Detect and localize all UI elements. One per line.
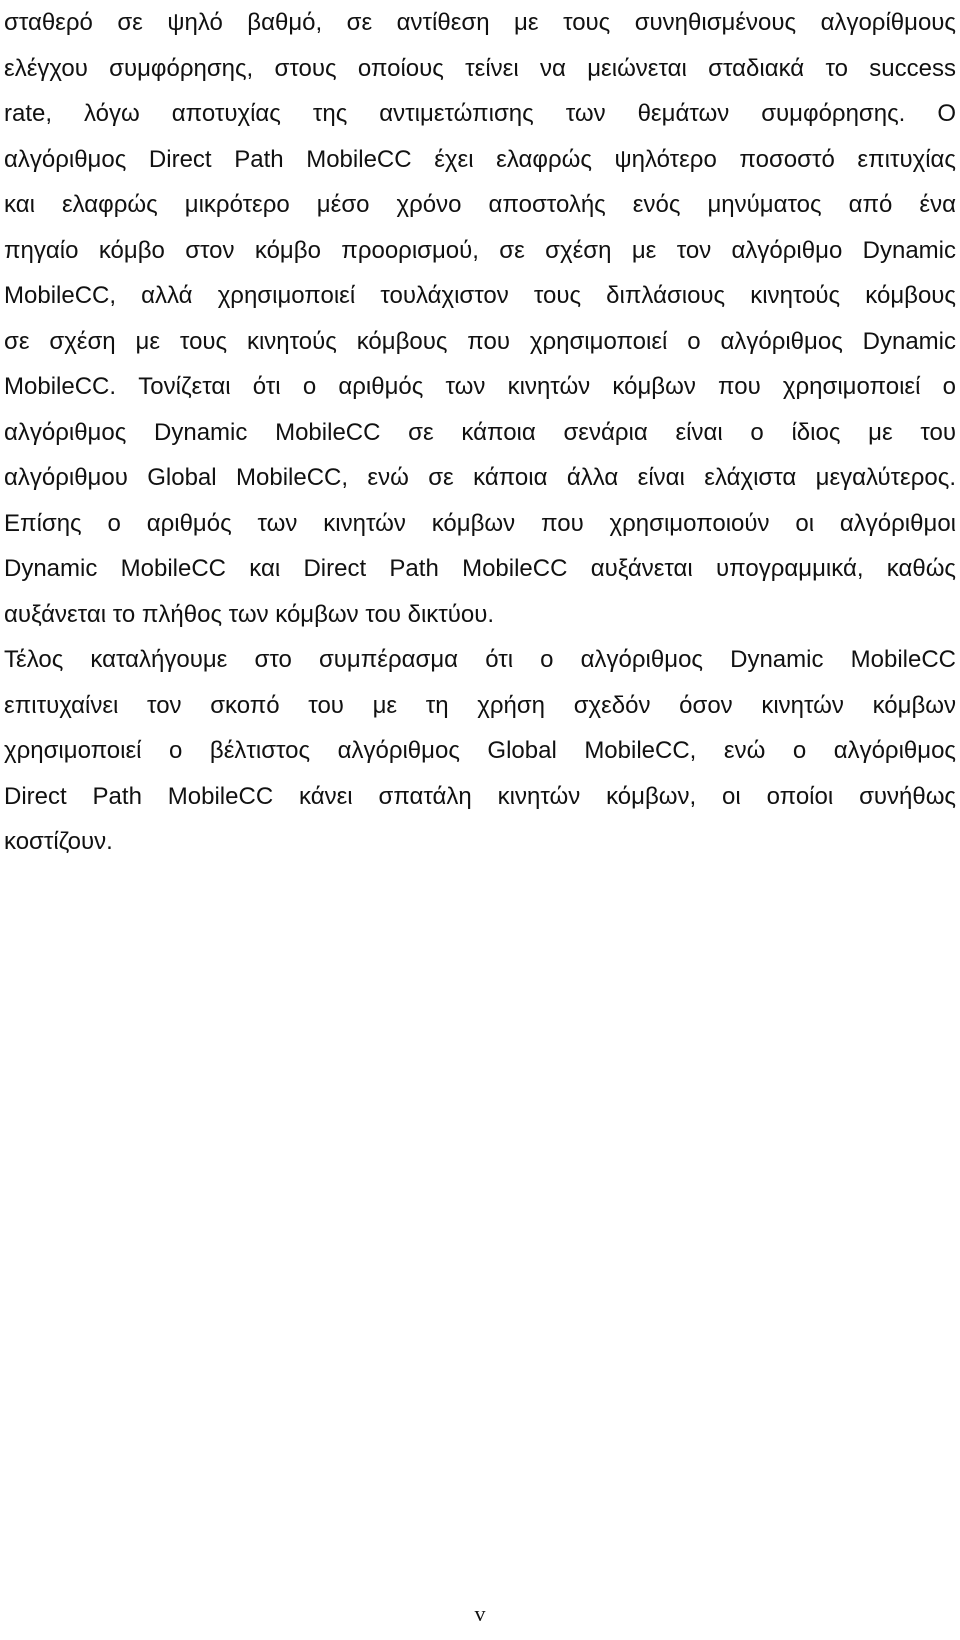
text-line: Dynamic MobileCC και Direct Path MobileCC αυξάνεται υπογραμμικά, καθώς bbox=[4, 555, 956, 582]
text-line: κοστίζουν. bbox=[4, 828, 113, 855]
text-line: rate, λόγω αποτυχίας της αντιμετώπισης των θεμάτων συμφόρησης. Ο bbox=[4, 100, 956, 127]
body-text bbox=[4, 0, 956, 865]
text-line: πηγαίο κόμβο στον κόμβο προορισμού, σε σχέση με τον αλγόριθμο Dynamic bbox=[4, 236, 956, 264]
text-line: αλγόριθμος Dynamic MobileCC σε κάποια σενάρια είναι ο ίδιος με του bbox=[4, 418, 956, 446]
text-line: MobileCC, αλλά χρησιμοποιεί τουλάχιστον τους διπλάσιους κινητούς κόμβους bbox=[4, 282, 956, 309]
text-line: επιτυχαίνει τον σκοπό του με τη χρήση σχεδόν όσον κινητών κόμβων bbox=[4, 691, 956, 719]
text-line: σε σχέση με τους κινητούς κόμβους που χρησιμοποιεί ο αλγόριθμος Dynamic bbox=[4, 327, 956, 355]
text-line: και ελαφρώς μικρότερο μέσο χρόνο αποστολής ενός μηνύματος από ένα bbox=[4, 191, 956, 218]
paragraph-2 bbox=[4, 637, 956, 865]
text-line: Επίσης ο αριθμός των κινητών κόμβων που χρησιμοποιούν οι αλγόριθμοι bbox=[4, 509, 956, 537]
text-line: MobileCC. Τονίζεται ότι ο αριθμός των κινητών κόμβων που χρησιμοποιεί ο bbox=[4, 373, 956, 400]
text-line: ελέγχου συμφόρησης, στους οποίους τείνει να μειώνεται σταδιακά το success bbox=[4, 54, 956, 82]
text-line: αλγόριθμος Direct Path MobileCC έχει ελαφρώς ψηλότερο ποσοστό επιτυχίας bbox=[4, 145, 956, 173]
text-line: αυξάνεται το πλήθος των κόμβων του δικτύου. bbox=[4, 600, 495, 628]
text-line: Direct Path MobileCC κάνει σπατάλη κινητών κόμβων, οι οποίοι συνήθως bbox=[4, 782, 956, 810]
paragraph-1 bbox=[4, 0, 956, 637]
page-number: v bbox=[474, 1601, 486, 1626]
text-line: αλγόριθμου Global MobileCC, ενώ σε κάποια άλλα είναι ελάχιστα μεγαλύτερος. bbox=[4, 464, 956, 491]
text-line: σταθερό σε ψηλό βαθμό, σε αντίθεση με τους συνηθισμένους αλγορίθμους bbox=[4, 9, 956, 36]
text-line: χρησιμοποιεί ο βέλτιστος αλγόριθμος Global MobileCC, ενώ ο αλγόριθμος bbox=[4, 737, 956, 764]
text-line: Τέλος καταλήγουμε στο συμπέρασμα ότι ο αλγόριθμος Dynamic MobileCC bbox=[4, 646, 956, 673]
